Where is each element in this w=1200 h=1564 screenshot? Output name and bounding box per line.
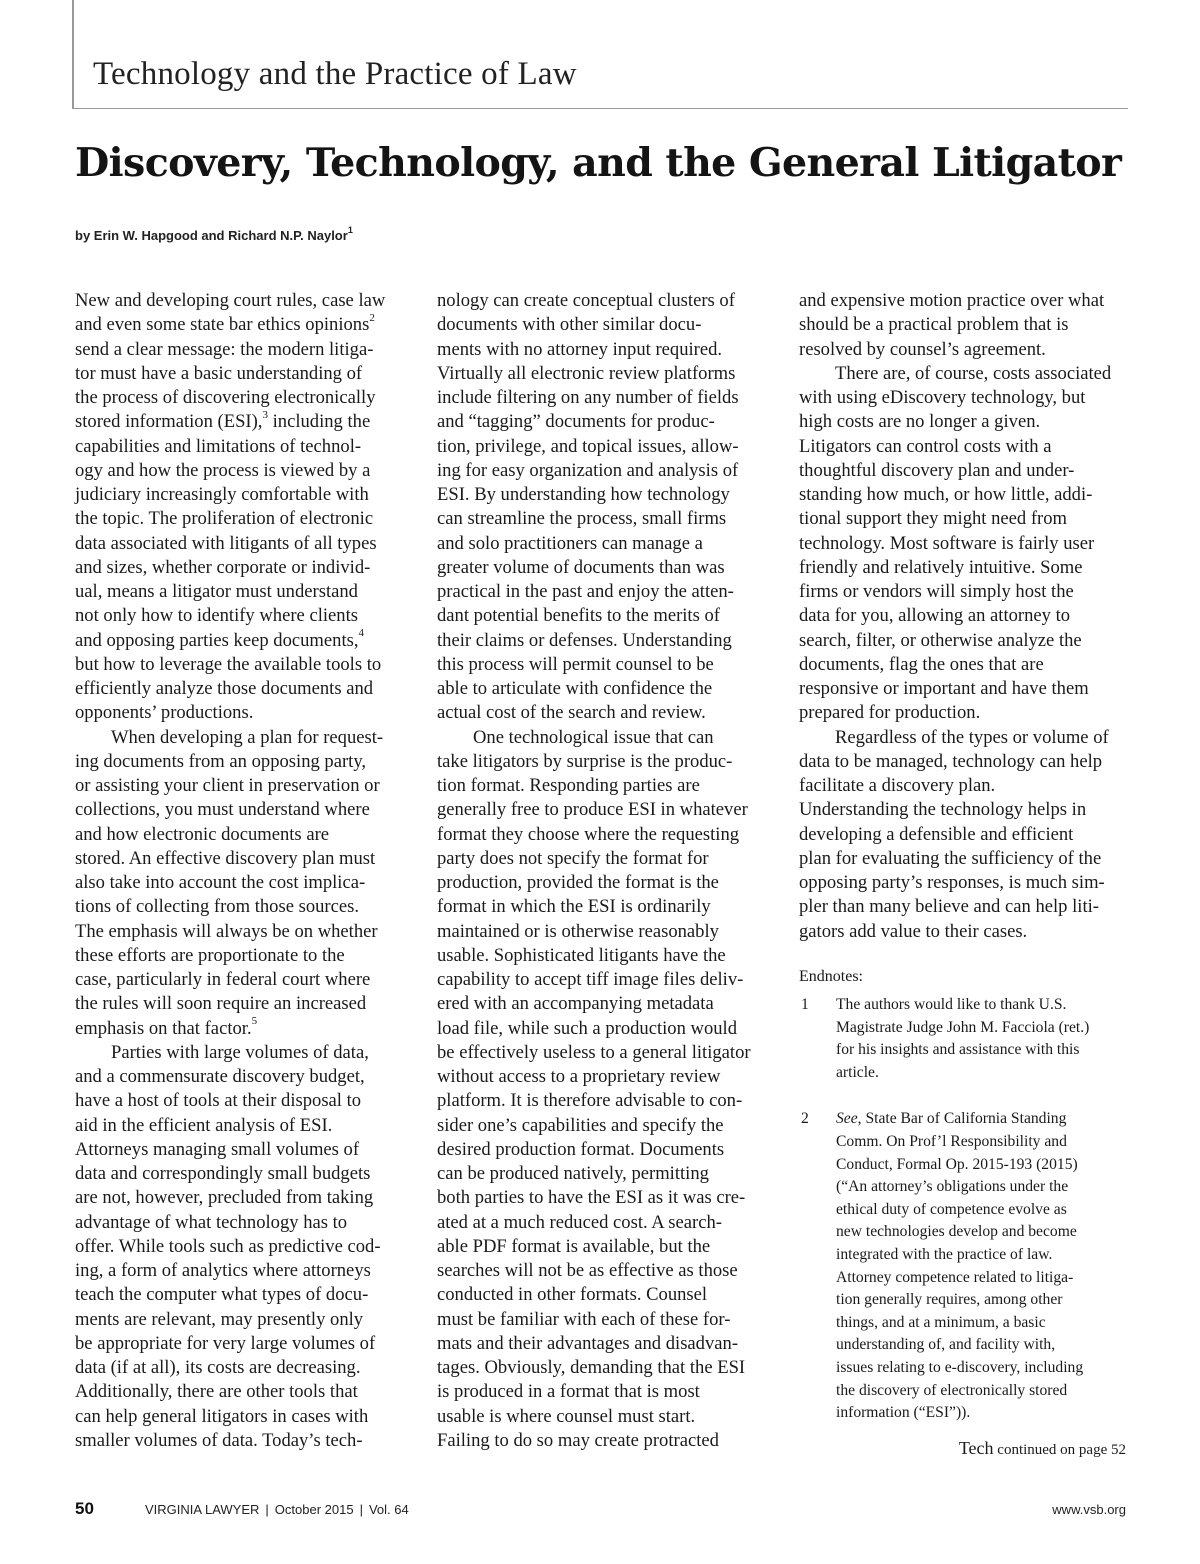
endnote-2: [799, 1108, 1129, 1424]
text-run: maintained or is otherwise reasonably: [437, 920, 719, 942]
footer-separator: |: [359, 1502, 363, 1517]
text-run: ing, a form of analytics where attorneys: [75, 1260, 371, 1281]
text-run: and even some state bar ethics opinions: [75, 314, 370, 336]
text-line: [437, 1235, 767, 1259]
text-run: be appropriate for very large volumes of: [75, 1332, 376, 1354]
text-line: [437, 871, 767, 895]
text-run: data for you, allowing an attorney to: [799, 605, 1071, 627]
text-line: [437, 338, 767, 362]
text-line: [75, 847, 405, 871]
text-line: [799, 750, 1129, 774]
text-run: format they choose where the requesting: [437, 823, 740, 845]
text-line: [437, 410, 767, 434]
text-run: friendly and relatively intuitive. Some: [799, 556, 1083, 578]
text-run: and “tagging” documents for produc-: [437, 411, 715, 433]
text-run: must be familiar with each of these for-: [437, 1308, 731, 1330]
text-line: [437, 920, 767, 944]
text-run: can be produced natively, permitting: [437, 1163, 709, 1184]
body-column-3: [799, 289, 1129, 944]
footer-publication-info: [145, 1502, 409, 1517]
section-title: Technology and the Practice of Law: [93, 56, 577, 92]
text-run: ated at a much reduced cost. A search-: [437, 1211, 722, 1233]
text-line: [799, 532, 1129, 556]
text-run: When developing a plan for request-: [111, 726, 384, 748]
text-run: platform. It is therefore advisable to con-: [437, 1090, 743, 1112]
endnotes: [799, 966, 1129, 1425]
continued-keyword: Tech: [958, 1438, 994, 1458]
text-line: [75, 362, 405, 386]
text-line: [75, 1283, 405, 1307]
endnote-line: new technologies develop and become: [836, 1223, 1077, 1241]
text-line: [437, 944, 767, 968]
text-run: tional support they might need from: [799, 508, 1068, 530]
text-run: Understanding the technology helps in: [799, 799, 1087, 821]
text-line: [437, 847, 767, 871]
text-line: [75, 532, 405, 556]
text-run: ments with no attorney input required.: [437, 338, 723, 360]
endnote-line: Magistrate Judge John M. Facciola (ret.): [836, 1018, 1090, 1036]
text-line: [75, 1162, 405, 1186]
text-run: mats and their advantages and disadvan-: [437, 1332, 739, 1354]
footer-website[interactable]: www.vsb.org: [1052, 1502, 1126, 1517]
endnote-line: for his insights and assistance with this: [836, 1041, 1080, 1059]
text-run: should be a practical problem that is: [799, 314, 1069, 336]
text-run: teach the computer what types of docu-: [75, 1284, 369, 1306]
text-line: [75, 1356, 405, 1380]
text-run: opponents’ productions.: [75, 702, 254, 724]
text-run: Attorneys managing small volumes of: [75, 1138, 360, 1160]
text-run: format in which the ESI is ordinarily: [437, 896, 711, 918]
text-run: ing for easy organization and analysis of: [437, 459, 739, 481]
endnote-line: ethical duty of competence evolve as: [836, 1200, 1067, 1218]
text-line: [799, 629, 1129, 653]
body-column-2: [437, 289, 767, 1453]
text-line: [437, 386, 767, 410]
text-run: load file, while such a production would: [437, 1017, 738, 1039]
text-line: [437, 1332, 767, 1356]
endnote-line: the discovery of electronically stored: [836, 1381, 1068, 1399]
footer-page-number: 50: [75, 1499, 94, 1518]
endnote-line: See, State Bar of California Standing: [836, 1110, 1067, 1128]
text-run: There are, of course, costs associated: [835, 362, 1112, 384]
text-line: [75, 750, 405, 774]
text-line: [799, 435, 1129, 459]
text-line: [437, 1211, 767, 1235]
text-run: ogy and how the process is viewed by a: [75, 459, 371, 481]
text-run: case, particularly in federal court where: [75, 969, 371, 990]
byline: [75, 224, 353, 243]
footer-separator: |: [265, 1502, 269, 1517]
text-run: without access to a proprietary review: [437, 1066, 721, 1087]
text-line: [437, 507, 767, 531]
text-line: [75, 871, 405, 895]
text-line: [799, 507, 1129, 531]
text-line: [75, 435, 405, 459]
text-line: [75, 1332, 405, 1356]
text-line: [799, 313, 1129, 337]
text-line: [437, 1114, 767, 1138]
text-run: send a clear message: the modern litiga-: [75, 338, 374, 360]
text-run: tor must have a basic understanding of: [75, 362, 363, 384]
text-run: collections, you must understand where: [75, 799, 370, 821]
text-line: [799, 410, 1129, 434]
text-run: their claims or defenses. Understanding: [437, 629, 732, 651]
text-line: [437, 313, 767, 337]
text-line: [799, 289, 1129, 313]
text-line: [75, 968, 405, 992]
text-line: [75, 459, 405, 483]
text-run: tion format. Responding parties are: [437, 775, 700, 796]
text-line: [437, 289, 767, 313]
text-line: [799, 847, 1129, 871]
text-run: high costs are no longer a given.: [799, 411, 1041, 433]
text-run: tions of collecting from those sources.: [75, 896, 360, 918]
footer-issue: October 2015: [274, 1502, 354, 1517]
endnote-line: tion generally requires, among other: [836, 1291, 1063, 1309]
text-line: [75, 1186, 405, 1210]
endnote-line: things, and at a minimum, a basic: [836, 1313, 1046, 1331]
text-run: searches will not be as effective as those: [437, 1260, 738, 1281]
text-run: generally free to produce ESI in whatever: [437, 799, 748, 821]
text-line: [75, 1429, 405, 1453]
text-run: and a commensurate discovery budget,: [75, 1066, 365, 1087]
text-run: tion, privilege, and topical issues, allow-: [437, 435, 739, 457]
endnote-reference: 3: [262, 409, 268, 422]
text-line: [799, 677, 1129, 701]
text-line: [437, 1380, 767, 1404]
text-line: [437, 1017, 767, 1041]
text-line: [799, 338, 1129, 362]
text-run: standing how much, or how little, addi-: [799, 484, 1093, 505]
text-run: technology. Most software is fairly user: [799, 532, 1095, 554]
text-run: data and correspondingly small budgets: [75, 1163, 371, 1184]
text-line: [437, 459, 767, 483]
text-line: [75, 580, 405, 604]
text-line: [75, 1041, 405, 1065]
text-run: plan for evaluating the sufficiency of the: [799, 847, 1102, 869]
text-line: [437, 798, 767, 822]
text-line: [799, 459, 1129, 483]
text-run: conducted in other formats. Counsel: [437, 1284, 708, 1306]
text-line: [799, 920, 1129, 944]
endnote-line: Comm. On Prof’l Responsibility and: [836, 1132, 1067, 1150]
text-line: [75, 1065, 405, 1089]
text-line: [75, 1138, 405, 1162]
text-line: [75, 774, 405, 798]
endnote-1: [799, 994, 1129, 1084]
text-line: [75, 386, 405, 410]
text-line: [75, 823, 405, 847]
text-line: [75, 604, 405, 628]
text-line: [437, 653, 767, 677]
text-line: [437, 726, 767, 750]
text-run: Litigators can control costs with a: [799, 435, 1052, 457]
text-line: [75, 701, 405, 725]
text-line: [75, 289, 405, 313]
text-run: practical in the past and enjoy the atten-: [437, 581, 734, 602]
text-run: developing a defensible and efficient: [799, 823, 1074, 845]
text-run: ESI. By understanding how technology: [437, 484, 730, 505]
endnote-text: [836, 994, 1129, 1084]
text-run: these efforts are proportionate to the: [75, 944, 345, 966]
text-run: documents, flag the ones that are: [799, 653, 1044, 675]
text-line: [437, 362, 767, 386]
text-run: Failing to do so may create protracted: [437, 1429, 719, 1451]
text-line: [75, 1017, 405, 1041]
text-run: is produced in a format that is most: [437, 1381, 700, 1403]
text-line: [799, 774, 1129, 798]
text-line: [75, 1235, 405, 1259]
text-run: emphasis on that factor.: [75, 1017, 252, 1039]
text-line: [75, 410, 405, 434]
text-run: include filtering on any number of fields: [437, 387, 739, 408]
text-line: [437, 1162, 767, 1186]
text-line: [799, 386, 1129, 410]
header-horizontal-rule: [72, 108, 1128, 109]
text-line: [437, 435, 767, 459]
endnote-text: [836, 1108, 1129, 1424]
endnote-reference: 5: [251, 1015, 258, 1028]
text-line: [437, 968, 767, 992]
text-line: [437, 701, 767, 725]
text-run: both parties to have the ESI as it was cre-: [437, 1187, 746, 1209]
text-run: actual cost of the search and review.: [437, 702, 706, 724]
text-line: [75, 1211, 405, 1235]
text-line: [437, 1429, 767, 1453]
text-run: ments are relevant, may presently only: [75, 1308, 364, 1330]
text-run: can help general litigators in cases with: [75, 1405, 369, 1427]
text-run: data associated with litigants of all types: [75, 532, 377, 554]
endnote-signal: See: [836, 1110, 858, 1128]
text-run: Regardless of the types or volume of: [835, 726, 1109, 748]
text-line: [437, 483, 767, 507]
text-run: and opposing parties keep documents,: [75, 629, 359, 651]
text-run: stored information (ESI),: [75, 411, 263, 433]
text-line: [437, 580, 767, 604]
text-run: data (if at all), its costs are decreasing.: [75, 1357, 361, 1378]
text-line: [799, 556, 1129, 580]
text-run: stored. An effective discovery plan must: [75, 847, 376, 869]
text-run: the process of discovering electronically: [75, 387, 376, 408]
endnote-line: information (“ESI”)).: [836, 1404, 971, 1422]
text-run: party does not specify the format for: [437, 847, 709, 869]
text-run: documents with other similar docu-: [437, 314, 702, 336]
text-line: [75, 677, 405, 701]
text-line: [437, 532, 767, 556]
header-vertical-rule: [72, 0, 74, 108]
text-line: [437, 1065, 767, 1089]
text-run: ing documents from an opposing party,: [75, 750, 367, 772]
text-line: [75, 629, 405, 653]
endnote-reference: 2: [369, 312, 375, 325]
text-line: [799, 798, 1129, 822]
continued-notice: [959, 1438, 1126, 1459]
text-line: [75, 1114, 405, 1138]
endnote-reference: 4: [358, 627, 364, 640]
text-run: dant potential benefits to the merits of: [437, 605, 720, 627]
text-line: [437, 556, 767, 580]
text-run: data to be managed, technology can help: [799, 750, 1103, 772]
text-line: [437, 1138, 767, 1162]
byline-note-ref: 1: [347, 224, 353, 235]
text-run: also take into account the cost implica-: [75, 872, 366, 893]
text-line: [75, 653, 405, 677]
byline-authors: by Erin W. Hapgood and Richard N.P. Naylor: [75, 228, 348, 243]
text-run: thoughtful discovery plan and under-: [799, 459, 1075, 481]
text-run: offer. While tools such as predictive cod-: [75, 1235, 381, 1257]
text-run: The emphasis will always be on whether: [75, 920, 378, 942]
text-run: usable is where counsel must start.: [437, 1405, 696, 1427]
footer-publication: VIRGINIA LAWYER: [145, 1502, 260, 1517]
text-run: search, filter, or otherwise analyze the: [799, 629, 1082, 651]
text-run: ual, means a litigator must understand: [75, 581, 358, 602]
text-run: be effectively useless to a general litigator: [437, 1041, 751, 1063]
text-run: usable. Sophisticated litigants have the: [437, 944, 726, 966]
text-run: New and developing court rules, case law: [75, 290, 386, 311]
text-run: responsive or important and have them: [799, 678, 1089, 699]
text-line: [75, 992, 405, 1016]
text-line: [437, 992, 767, 1016]
text-run: advantage of what technology has to: [75, 1211, 348, 1233]
text-line: [437, 1283, 767, 1307]
text-line: [75, 920, 405, 944]
text-run: capability to accept tiff image files deliv-: [437, 969, 744, 990]
text-run: tages. Obviously, demanding that the ESI: [437, 1357, 746, 1378]
text-run: have a host of tools at their disposal to: [75, 1090, 362, 1112]
text-run: and how electronic documents are: [75, 823, 330, 845]
text-line: [437, 823, 767, 847]
text-line: [75, 1308, 405, 1332]
text-line: [437, 629, 767, 653]
endnote-number: 1: [801, 996, 809, 1013]
text-line: [437, 750, 767, 774]
text-run: and solo practitioners can manage a: [437, 532, 703, 554]
text-line: [437, 604, 767, 628]
text-line: [75, 726, 405, 750]
text-run: Additionally, there are other tools that: [75, 1381, 358, 1403]
text-run: ered with an accompanying metadata: [437, 993, 714, 1015]
text-run: gators add value to their cases.: [799, 920, 1028, 942]
text-line: [799, 823, 1129, 847]
text-run: smaller volumes of data. Today’s tech-: [75, 1429, 363, 1451]
text-run: the rules will soon require an increased: [75, 993, 367, 1015]
endnote-line: article.: [836, 1063, 879, 1081]
text-run: but how to leverage the available tools to: [75, 653, 382, 675]
endnote-line: (“An attorney’s obligations under the: [836, 1178, 1069, 1196]
text-run: can streamline the process, small firms: [437, 508, 727, 530]
endnote-line: understanding of, and facility with,: [836, 1336, 1056, 1354]
text-run: capabilities and limitations of technol-: [75, 435, 362, 457]
continued-text: continued on page 52: [997, 1442, 1126, 1458]
text-run: pler than many believe and can help liti-: [799, 896, 1099, 918]
text-line: [437, 1308, 767, 1332]
text-run: Virtually all electronic review platforms: [437, 362, 736, 384]
text-line: [437, 1041, 767, 1065]
text-run: are not, however, precluded from taking: [75, 1187, 374, 1209]
endnote-line: issues relating to e-discovery, including: [836, 1358, 1084, 1376]
text-run: with using eDiscovery technology, but: [799, 387, 1086, 408]
footer-volume: Vol. 64: [368, 1502, 409, 1517]
text-line: [75, 507, 405, 531]
text-line: [437, 677, 767, 701]
text-line: [799, 604, 1129, 628]
text-line: [799, 726, 1129, 750]
text-run: Parties with large volumes of data,: [111, 1041, 369, 1063]
text-run: aid in the efficient analysis of ESI.: [75, 1114, 333, 1136]
text-line: [437, 1186, 767, 1210]
text-line: [75, 944, 405, 968]
text-line: [437, 895, 767, 919]
text-line: [437, 1405, 767, 1429]
text-run: efficiently analyze those documents and: [75, 678, 374, 699]
text-run: this process will permit counsel to be: [437, 653, 714, 675]
text-line: [437, 774, 767, 798]
text-line: [799, 871, 1129, 895]
text-run: nology can create conceptual clusters of: [437, 290, 735, 311]
text-line: [75, 313, 405, 337]
text-line: [75, 1089, 405, 1113]
article-title: Discovery, Technology, and the General Litigator: [75, 140, 1122, 186]
text-run: opposing party’s responses, is much sim-: [799, 872, 1105, 893]
text-run: or assisting your client in preservation or: [75, 775, 380, 796]
text-run: and expensive motion practice over what: [799, 290, 1105, 311]
text-run: and sizes, whether corporate or individ-: [75, 556, 371, 578]
text-line: [75, 556, 405, 580]
text-line: [75, 798, 405, 822]
text-run: including the: [267, 411, 371, 433]
endnote-number: 2: [801, 1110, 809, 1128]
text-run: resolved by counsel’s agreement.: [799, 338, 1046, 360]
text-run: firms or vendors will simply host the: [799, 581, 1074, 602]
text-line: [799, 895, 1129, 919]
endnote-line: Conduct, Formal Op. 2015-193 (2015): [836, 1155, 1078, 1173]
text-run: able to articulate with confidence the: [437, 678, 713, 699]
text-run: desired production format. Documents: [437, 1138, 725, 1160]
text-run: production, provided the format is the: [437, 872, 719, 893]
text-line: [75, 1259, 405, 1283]
text-line: [75, 1405, 405, 1429]
text-run: One technological issue that can: [473, 726, 714, 748]
text-line: [799, 362, 1129, 386]
text-line: [75, 483, 405, 507]
endnote-line: Attorney competence related to litiga-: [836, 1268, 1074, 1286]
text-line: [799, 701, 1129, 725]
text-run: not only how to identify where clients: [75, 605, 358, 627]
endnotes-heading: Endnotes:: [799, 968, 863, 985]
text-line: [437, 1356, 767, 1380]
text-run: prepared for production.: [799, 702, 981, 724]
endnote-line: integrated with the practice of law.: [836, 1245, 1053, 1263]
endnote-line: The authors would like to thank U.S.: [836, 996, 1067, 1013]
text-run: able PDF format is available, but the: [437, 1235, 711, 1257]
text-line: [799, 580, 1129, 604]
text-line: [75, 895, 405, 919]
text-run: greater volume of documents than was: [437, 556, 725, 578]
text-line: [799, 483, 1129, 507]
text-run: facilitate a discovery plan.: [799, 775, 996, 796]
text-line: [437, 1089, 767, 1113]
text-run: the topic. The proliferation of electronic: [75, 508, 374, 530]
body-column-1: [75, 289, 405, 1453]
text-line: [75, 1380, 405, 1404]
text-run: judiciary increasingly comfortable with: [75, 484, 369, 505]
text-line: [75, 338, 405, 362]
text-run: sider one’s capabilities and specify the: [437, 1114, 724, 1136]
text-run: take litigators by surprise is the produc-: [437, 750, 733, 772]
text-line: [437, 1259, 767, 1283]
text-line: [799, 653, 1129, 677]
